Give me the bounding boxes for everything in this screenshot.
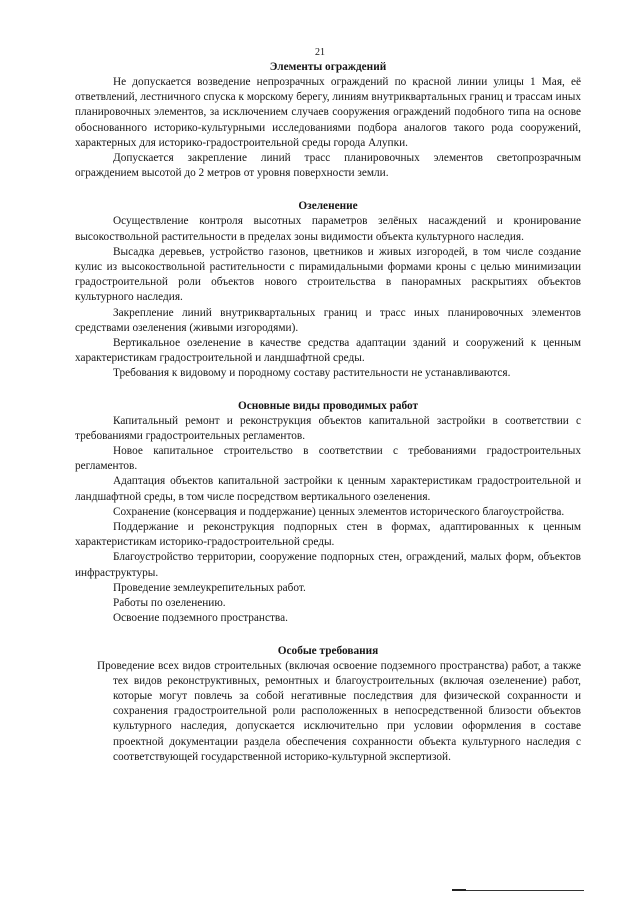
section-heading: Озеленение — [298, 200, 358, 213]
footer-mark — [452, 889, 466, 891]
paragraph: Сохранение (консервация и поддержание) ценных элементов исторического благоустройства. — [113, 505, 565, 518]
document-content — [75, 60, 581, 782]
section-works — [75, 399, 581, 627]
paragraph: Освоение подземного пространства. — [113, 612, 288, 625]
section-heading: Основные виды проводимых работ — [237, 399, 419, 412]
paragraph: Не допускается возведение непрозрачных ограждений по красной линии улицы 1 Мая, её ответвлений, лестничного спуска к морскому берегу, линиям внутриквартальных границ и трассам иных планировочных элементов, за исключением случаев сооружения ограждений подобного типа на основе обоснованного историко-культурными исследованиями подбора аналогов такого рода сооружений, характерных для историко-градостроительной среды города Алупки. — [75, 76, 581, 149]
paragraph: Благоустройство территории, сооружение подпорных стен, ограждений, малых форм, объектов инфраструктуры. — [75, 551, 581, 579]
paragraph: Новое капитальное строительство в соответствии с требованиями градостроительных регламентов. — [75, 445, 581, 473]
paragraph: Работы по озеленению. — [113, 597, 226, 610]
section-greenery — [75, 199, 581, 381]
paragraph: Требования к видовому и породному составу растительности не устанавливаются. — [113, 367, 511, 380]
footer-rule — [452, 890, 584, 891]
paragraph: Допускается закрепление линий трасс планировочных элементов светопрозрачным ограждением высотой до 2 метров от уровня поверхности земли. — [75, 152, 581, 180]
paragraph: Высадка деревьев, устройство газонов, цветников и живых изгородей, в том числе создание кулис из высокоствольной растительности с пирамидальными формами кроны с целью минимизации градостроительной роли объектов нового строительства в панорамных раскрытиях объектов культурного наследия. — [75, 245, 581, 304]
section-fences — [75, 60, 581, 181]
paragraph: Адаптация объектов капитальной застройки к ценным характеристикам градостроительной и ландшафтной среды, в том числе посредством вертикального озеленения. — [75, 475, 581, 503]
paragraph: Закрепление линий внутриквартальных границ и трасс иных планировочных элементов средствами озеленения (живыми изгородями). — [75, 306, 581, 334]
paragraph: Осуществление контроля высотных параметров зелёных насаждений и кронирование высокоствольной растительности в пределах зоны видимости объекта культурного наследия. — [75, 215, 581, 243]
paragraph: Проведение землеукрепительных работ. — [113, 581, 306, 594]
paragraph: Капитальный ремонт и реконструкция объектов капитальной застройки в соответствии с требованиями градостроительных регламентов. — [75, 414, 581, 442]
section-special-requirements — [75, 644, 581, 765]
paragraph: Проведение всех видов строительных (включая освоение подземного пространства) работ, а также тех видов реконструктивных, ремонтных и благоустроительных (включая озеленение) работ, которые могут повлечь за собой негативные последствия для физической сохранности и сохранения градостроительной роли расположенных в непосредственной близости объектов культурного наследия, допускается исключительно при условии оформления в составе проектной документации раздела обеспечения сохранности объекта культурного наследия с соответствующей государственной историко-культурной экспертизой. — [97, 659, 581, 763]
paragraph: Вертикальное озеленение в качестве средства адаптации зданий и сооружений к ценным характеристикам градостроительной и ландшафтной среды. — [75, 337, 581, 365]
paragraph: Поддержание и реконструкция подпорных стен в формах, адаптированных к ценным характеристикам историко-градостроительной среды. — [75, 521, 581, 549]
section-heading: Элементы ограждений — [269, 61, 387, 73]
section-heading: Особые требования — [277, 644, 379, 657]
page-number: 21 — [315, 47, 325, 58]
